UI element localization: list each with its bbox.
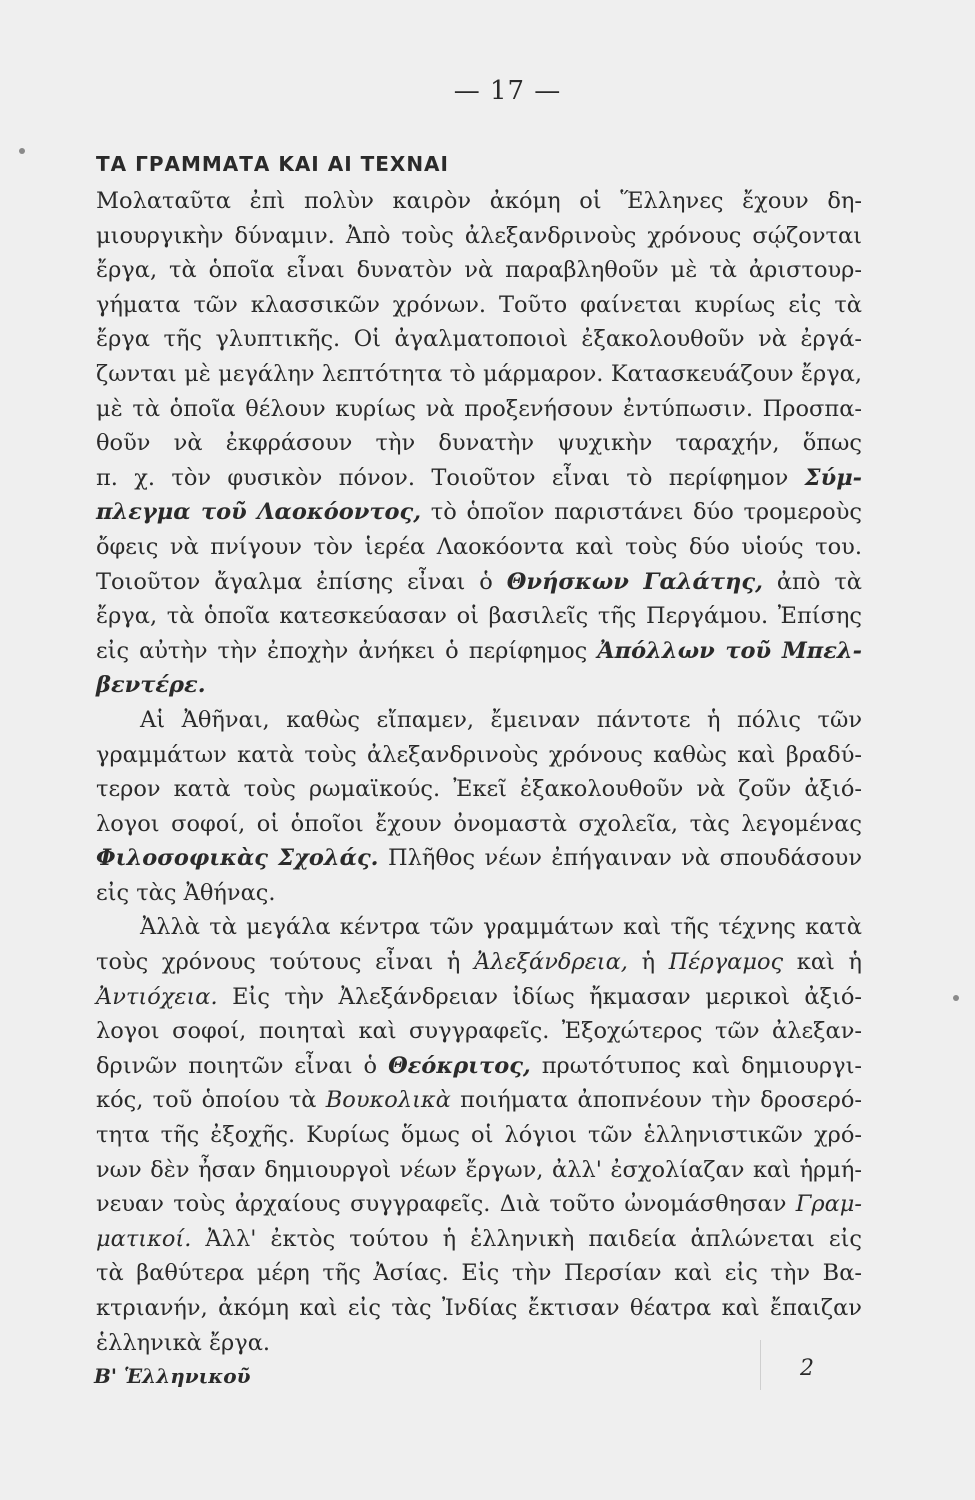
text-line: [96, 219, 862, 254]
emphasized-term: Σύμ-: [804, 464, 862, 491]
line-text: Ἀλλ' ἐκτὸς τούτου ἡ ἑλληνικὴ παιδεία ἁπλώνεται εἰς: [191, 1225, 862, 1252]
text-line: [96, 1118, 862, 1153]
text-line: [96, 253, 862, 288]
line-text: λογοι σοφοί, ποιηταὶ καὶ συγγραφεῖς. Ἐξοχώτερος τῶν ἀλεξαν-: [96, 1018, 862, 1045]
line-text: Εἰς τὴν Ἀλεξάνδρειαν ἰδίως ἤκμασαν μερικοὶ ἀξιό-: [217, 983, 862, 1010]
italic-term: ματικοί.: [96, 1225, 192, 1252]
text-line: [96, 910, 862, 945]
line-text: τερον κατὰ τοὺς ρωμαϊκούς. Ἐκεῖ ἐξακολουθοῦν νὰ ζοῦν ἀξιό-: [96, 776, 862, 803]
emphasized-term: Φιλοσοφικὰς Σχολάς.: [96, 845, 379, 872]
page-number: — 17 —: [453, 76, 562, 106]
italic-term: Πέργαμος: [668, 949, 784, 976]
text-line: [96, 807, 862, 842]
text-line: [96, 288, 862, 323]
line-text: ἡ: [627, 949, 669, 976]
emphasized-term: Θνήσκων Γαλάτης,: [506, 568, 763, 595]
line-text: ζωνται μὲ μεγάλην λεπτότητα τὸ μάρμαρον. Κατασκευάζουν ἔργα,: [96, 360, 862, 387]
text-line: [96, 1014, 862, 1049]
line-text: νων δὲν ἦσαν δημιουργοὶ νέων ἔργων, ἀλλ' ἐσχολίαζαν καὶ ἡρμή-: [96, 1156, 862, 1183]
line-text: γήματα τῶν κλασσικῶν χρόνων. Τοῦτο φαίνεται κυρίως εἰς τὰ: [96, 291, 862, 318]
line-text: Τοιοῦτον ἄγαλμα ἐπίσης εἶναι ὁ: [96, 568, 507, 595]
line-text: κτριανήν, ἀκόμη καὶ εἰς τὰς Ἰνδίας ἔκτισαν θέατρα καὶ ἔπαιζαν: [96, 1295, 862, 1321]
text-line: [96, 945, 862, 980]
footer-signature: Β' Ἑλληνικοῦ: [94, 1364, 251, 1388]
text-line: [96, 1049, 862, 1084]
dust-speck: [953, 995, 959, 1001]
body-text: [96, 184, 862, 1360]
text-line: [96, 668, 862, 703]
line-text: Αἱ Ἀθῆναι, καθὼς εἴπαμεν, ἔμειναν πάντοτε ἡ πόλις τῶν: [140, 706, 862, 733]
line-text: λογοι σοφοί, οἱ ὁποῖοι ἔχουν ὀνομαστὰ σχολεῖα, τὰς λεγομένας: [96, 810, 862, 837]
line-text: δρινῶν ποιητῶν εἶναι ὁ: [96, 1052, 389, 1079]
line-text: ἔργα, τὰ ὁποῖα κατεσκεύασαν οἱ βασιλεῖς τῆς Περγάμου. Ἐπίσης: [96, 603, 862, 630]
line-text: νευαν τοὺς ἀρχαίους συγγραφεῖς. Διὰ τοῦτο ὠνομάσθησαν: [96, 1191, 796, 1218]
text-line: [96, 634, 862, 669]
line-text: μὲ τὰ ὁποῖα θέλουν κυρίως νὰ προξενήσουν ἐντύπωσιν. Προσπα-: [96, 395, 862, 422]
line-text: ἔργα τῆς γλυπτικῆς. Οἱ ἀγαλματοποιοὶ ἐξακολουθοῦν νὰ ἐργά-: [96, 326, 862, 353]
text-line: [96, 1326, 862, 1361]
line-text: τὰ βαθύτερα μέρη τῆς Ἀσίας. Εἰς τὴν Περσίαν καὶ εἰς τὴν Βα-: [96, 1260, 862, 1287]
line-text: θοῦν νὰ ἐκφράσουν τὴν δυνατὴν ψυχικὴν ταραχήν, ὅπως: [96, 430, 862, 457]
text-line: [96, 1291, 862, 1326]
text-line: [96, 599, 862, 634]
text-line: [96, 184, 862, 219]
line-text: ἀπὸ τὰ: [762, 568, 862, 595]
dust-speck: [19, 148, 25, 154]
line-text: ἑλληνικὰ ἔργα.: [96, 1329, 271, 1356]
line-text: εἰς αὐτὴν τὴν ἐποχὴν ἀνήκει ὁ περίφημος: [96, 637, 598, 664]
italic-term: Ἀντιόχεια.: [96, 983, 218, 1010]
line-text: ἔργα, τὰ ὁποῖα εἶναι δυνατὸν νὰ παραβληθοῦν μὲ τὰ ἀριστουρ-: [96, 257, 862, 284]
line-text: π. χ. τὸν φυσικὸν πόνον. Τοιοῦτον εἶναι τὸ περίφημον: [96, 464, 805, 491]
emphasized-term: Θεόκριτος,: [388, 1052, 531, 1079]
line-text: Ἀλλὰ τὰ μεγάλα κέντρα τῶν γραμμάτων καὶ τῆς τέχνης κατὰ: [140, 914, 862, 941]
line-text: Πλῆθος νέων ἐπήγαιναν νὰ σπουδάσουν: [378, 845, 862, 872]
emphasized-term: πλεγμα τοῦ Λαοκόοντος,: [96, 499, 422, 526]
line-text: τὸ ὁποῖον παριστάνει δύο τρομεροὺς: [421, 499, 862, 526]
emphasized-term: βεντέρε.: [96, 672, 206, 699]
line-text: καὶ ἡ: [783, 949, 862, 976]
line-text: ποιήματα ἀποπνέουν τὴν δροσερό-: [450, 1087, 862, 1114]
emphasized-term: Ἀπόλλων τοῦ Μπελ-: [597, 637, 862, 664]
text-line: [96, 1187, 862, 1222]
text-line: [96, 1083, 862, 1118]
text-line: [96, 495, 862, 530]
line-text: μιουργικὴν δύναμιν. Ἀπὸ τοὺς ἀλεξανδρινοὺς χρόνους σῴζονται: [96, 222, 862, 249]
italic-term: Ἀλεξάνδρεια,: [474, 949, 628, 976]
text-line: [96, 703, 862, 738]
text-line: [96, 772, 862, 807]
line-text: εἰς τὰς Ἀθήνας.: [96, 879, 276, 906]
text-line: [96, 841, 862, 876]
text-line: [96, 322, 862, 357]
line-text: πρωτότυπος καὶ δημιουργι-: [530, 1052, 862, 1079]
line-text: ὄφεις νὰ πνίγουν τὸν ἱερέα Λαοκόοντα καὶ τοὺς δύο υἱούς του.: [96, 533, 862, 560]
italic-term: Βουκολικὰ: [325, 1087, 451, 1114]
text-line: [96, 980, 862, 1015]
line-text: Μολαταῦτα ἐπὶ πολὺν καιρὸν ἀκόμη οἱ Ἕλληνες ἔχουν δη-: [96, 188, 862, 214]
text-line: [96, 530, 862, 565]
line-text: τοὺς χρόνους τούτους εἶναι ἡ: [96, 949, 475, 976]
text-line: [96, 1256, 862, 1291]
italic-term: Γραμ-: [795, 1191, 862, 1218]
pencil-mark: [760, 1340, 781, 1390]
text-line: [96, 392, 862, 427]
text-line: [96, 876, 862, 911]
footer-sheet-number: 2: [800, 1356, 814, 1381]
text-line: [96, 1153, 862, 1188]
text-line: [96, 357, 862, 392]
text-line: [96, 1222, 862, 1257]
line-text: κός, τοῦ ὁποίου τὰ: [96, 1087, 326, 1114]
line-text: γραμμάτων κατὰ τοὺς ἀλεξανδρινοὺς χρόνους καθὼς καὶ βραδύ-: [96, 741, 862, 768]
line-text: τητα τῆς ἐξοχῆς. Κυρίως ὅμως οἱ λόγιοι τῶν ἑλληνιστικῶν χρό-: [96, 1122, 862, 1149]
text-line: [96, 426, 862, 461]
text-line: [96, 565, 862, 600]
section-heading: ΤΑ ΓΡΑΜΜΑΤΑ ΚΑΙ ΑΙ ΤΕΧΝΑΙ: [96, 152, 449, 176]
text-line: [96, 461, 862, 496]
text-line: [96, 738, 862, 773]
